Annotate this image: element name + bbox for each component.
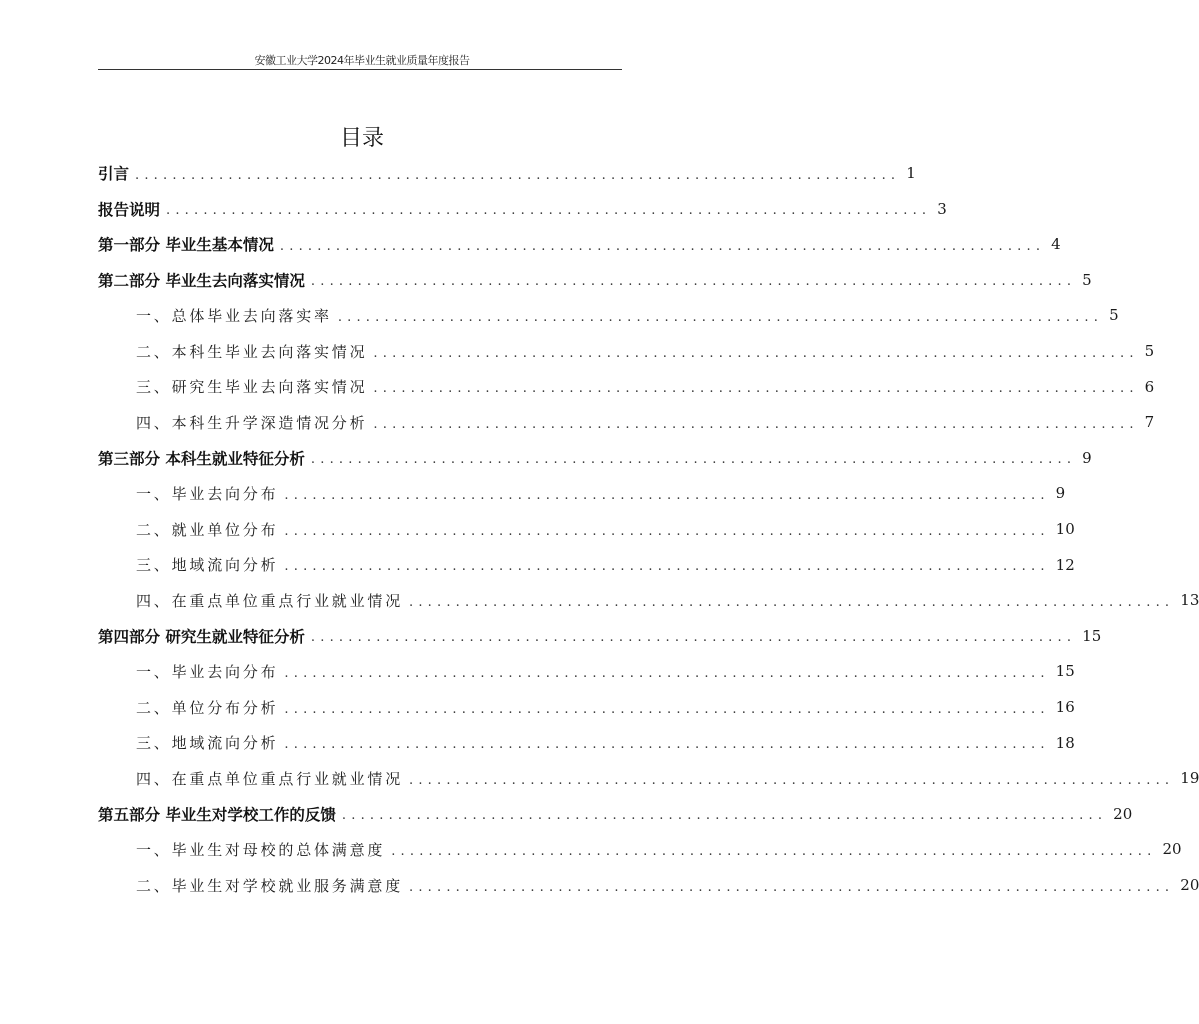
toc-entry-title: 报告说明 — [98, 200, 161, 219]
toc-entry-title: 四、在重点单位重点行业就业情况 — [136, 769, 404, 788]
toc-page-number: 19 — [1180, 769, 1199, 788]
toc-entry-section[interactable] — [98, 161, 916, 185]
toc-entry-title: 第五部分 毕业生对学校工作的反馈 — [98, 805, 336, 824]
toc-page-number: 5 — [1109, 306, 1119, 325]
toc-entry-title: 第四部分 研究生就业特征分析 — [98, 627, 305, 646]
toc-entry-section[interactable] — [98, 197, 947, 221]
toc-title: 目录 — [339, 126, 384, 151]
toc-entry-subsection[interactable] — [136, 375, 1155, 399]
toc-page-number: 4 — [1051, 235, 1061, 254]
toc-dot-leader: .................................................................................. — [284, 559, 1050, 575]
toc-dot-leader: .................................................................................. — [310, 274, 1077, 290]
toc-page-number: 15 — [1055, 662, 1075, 681]
toc-entry-subsection[interactable] — [136, 553, 1075, 577]
toc-entry-section[interactable] — [98, 268, 1092, 292]
toc-entry-subsection[interactable] — [136, 873, 1199, 897]
toc-page-number: 9 — [1082, 448, 1092, 467]
toc-page-number: 16 — [1055, 698, 1075, 716]
toc-page-number: 20 — [1180, 876, 1199, 894]
toc-entry-section[interactable] — [98, 624, 1102, 648]
toc-entry-title: 二、本科生毕业去向落实情况 — [136, 342, 368, 361]
toc-dot-leader: .................................................................................. — [284, 523, 1050, 539]
toc-page-number: 20 — [1162, 840, 1182, 859]
toc-entry-title: 四、在重点单位重点行业就业情况 — [136, 591, 404, 610]
toc-dot-leader: .................................................................................. — [166, 203, 932, 219]
toc-dot-leader: .................................................................................. — [284, 487, 1050, 503]
toc-entry-subsection[interactable] — [136, 659, 1075, 683]
toc-entry-title: 一、总体毕业去向落实率 — [136, 306, 332, 325]
toc-entry-title: 三、地域流向分析 — [136, 556, 279, 575]
toc-entry-title: 四、本科生升学深造情况分析 — [136, 413, 368, 432]
toc-dot-leader: .................................................................................. — [409, 594, 1175, 610]
toc-entry-title: 二、就业单位分布 — [136, 520, 279, 539]
toc-entry-subsection[interactable] — [136, 695, 1075, 719]
toc-entry-subsection[interactable] — [136, 410, 1155, 434]
toc-dot-leader: .................................................................................. — [391, 843, 1157, 859]
toc-entry-section[interactable] — [98, 232, 1061, 256]
toc-dot-leader: .................................................................................. — [135, 167, 901, 183]
toc-entry-subsection[interactable] — [136, 766, 1199, 790]
toc-entry-title: 一、毕业生对母校的总体满意度 — [136, 840, 386, 859]
toc-entry-subsection[interactable] — [136, 303, 1119, 327]
toc-dot-leader: .................................................................................. — [284, 665, 1050, 681]
toc-entry-subsection[interactable] — [136, 837, 1182, 861]
toc-dot-leader: .................................................................................. — [341, 808, 1108, 824]
toc-entry-title: 引言 — [98, 165, 130, 183]
toc-dot-leader: .................................................................................. — [279, 238, 1046, 254]
toc-page-number: 18 — [1055, 733, 1075, 752]
toc-entry-title: 一、毕业去向分布 — [136, 662, 279, 681]
toc-entry-subsection[interactable] — [136, 481, 1066, 505]
toc-entry-section[interactable] — [98, 446, 1092, 470]
toc-page-number: 12 — [1055, 555, 1075, 574]
toc-entry-title: 三、研究生毕业去向落实情况 — [136, 378, 368, 397]
toc-dot-leader: .................................................................................. — [284, 701, 1050, 717]
toc-entry-title: 第一部分 毕业生基本情况 — [98, 236, 274, 255]
toc-dot-leader: .................................................................................. — [373, 416, 1139, 432]
toc-entry-title: 第三部分 本科生就业特征分析 — [98, 449, 305, 468]
running-header: 安徽工业大学2024年毕业生就业质量年度报告 — [254, 54, 470, 67]
toc-page-number: 10 — [1055, 520, 1075, 538]
toc-entry-subsection[interactable] — [136, 517, 1075, 541]
toc-dot-leader: .................................................................................. — [310, 630, 1077, 646]
toc-entry-title: 第二部分 毕业生去向落实情况 — [98, 271, 305, 290]
toc-entry-title: 二、单位分布分析 — [136, 698, 279, 717]
toc-page-number: 13 — [1180, 591, 1199, 610]
toc-entry-title: 二、毕业生对学校就业服务满意度 — [136, 876, 404, 895]
toc-page-number: 9 — [1055, 484, 1066, 503]
toc-dot-leader: .................................................................................. — [373, 345, 1139, 361]
toc-entry-section[interactable] — [98, 802, 1133, 826]
toc-page-number: 15 — [1082, 626, 1102, 645]
toc-page-number: 3 — [937, 199, 947, 218]
toc-dot-leader: .................................................................................. — [373, 381, 1139, 397]
toc-dot-leader: .................................................................................. — [409, 772, 1175, 788]
toc-page-number: 5 — [1082, 270, 1092, 289]
toc-page-number: 1 — [906, 164, 916, 182]
toc-entry-subsection[interactable] — [136, 731, 1075, 755]
toc-dot-leader: .................................................................................. — [337, 309, 1104, 325]
toc-entry-title: 三、地域流向分析 — [136, 734, 279, 753]
toc-dot-leader: .................................................................................. — [310, 452, 1077, 468]
toc-dot-leader: .................................................................................. — [409, 879, 1175, 895]
toc-entry-subsection[interactable] — [136, 339, 1155, 363]
toc-page-number: 20 — [1113, 804, 1133, 823]
toc-page-number: 7 — [1144, 413, 1155, 432]
toc-dot-leader: .................................................................................. — [284, 737, 1050, 753]
toc-page-number: 6 — [1144, 377, 1155, 396]
toc-entry-title: 一、毕业去向分布 — [136, 484, 279, 503]
toc-entry-subsection[interactable] — [136, 588, 1199, 612]
toc-page-number: 5 — [1144, 342, 1155, 360]
